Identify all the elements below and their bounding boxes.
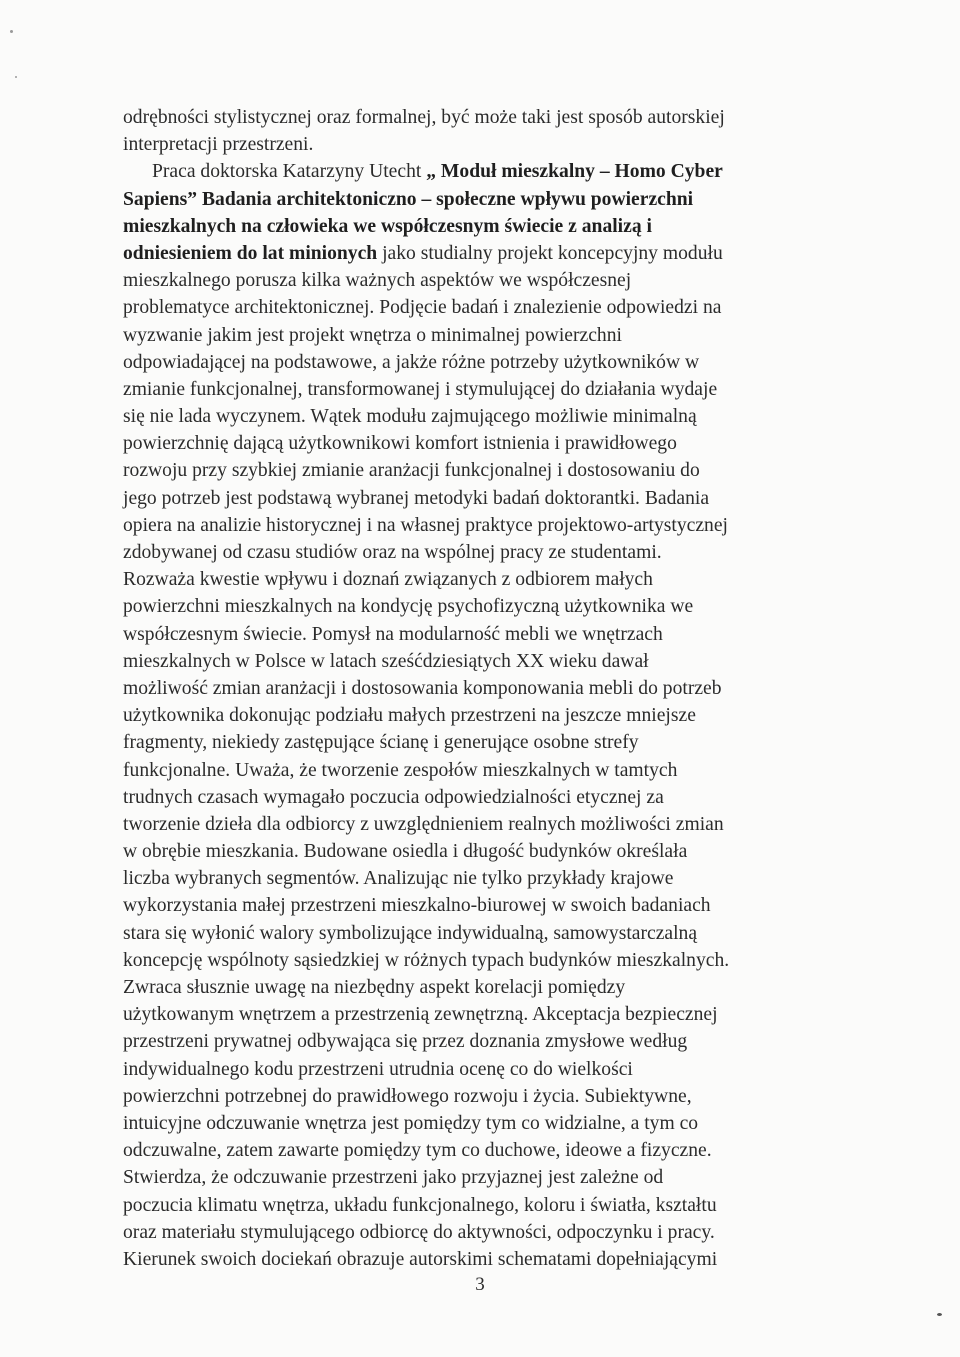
text-line xyxy=(123,485,841,512)
bold-text-segment: odniesieniem do lat minionych xyxy=(123,242,378,264)
text-segment: się nie lada wyczynem. Wątek modułu zajmującego możliwie minimalną xyxy=(123,406,697,428)
text-line xyxy=(123,376,841,403)
text-line xyxy=(123,757,841,784)
text-line xyxy=(123,1164,841,1191)
text-segment: Zwraca słusznie uwagę na niezbędny aspekt korelacji pomiędzy xyxy=(123,977,626,998)
text-segment: tworzenie dzieła dla odbiorcy z uwzględnieniem realnych możliwości zmian xyxy=(123,813,724,835)
text-segment: koncepcję wspólnoty sąsiedzkiej w różnych typach budynków mieszkalnych. xyxy=(123,949,730,971)
text-line xyxy=(123,811,841,838)
text-segment: Stwierdza, że odczuwanie przestrzeni jako przyjaznej jest zależne od xyxy=(123,1167,664,1189)
text-line xyxy=(123,349,841,376)
text-line xyxy=(123,430,841,457)
text-line xyxy=(123,1083,841,1110)
text-line xyxy=(123,512,841,539)
text-line xyxy=(123,131,841,158)
text-segment: odpowiadającej na podstawowe, a jakże różne potrzeby użytkowników w xyxy=(123,351,700,373)
text-line xyxy=(123,1246,841,1273)
text-line xyxy=(123,784,841,811)
text-line xyxy=(123,322,841,349)
text-line xyxy=(123,403,841,430)
text-line xyxy=(123,186,841,213)
text-line xyxy=(123,920,841,947)
text-line xyxy=(123,158,841,185)
text-line xyxy=(123,702,841,729)
text-segment: odczuwalne, zatem zawarte pomiędzy tym co duchowe, ideowe a fizyczne. xyxy=(123,1140,712,1162)
text-segment: Kierunek swoich dociekań obrazuje autorskimi schematami dopełniającymi xyxy=(123,1248,718,1270)
text-line xyxy=(123,240,841,267)
text-segment: powierzchni potrzebnej do prawidłowego rozwoju i życia. Subiektywne, xyxy=(123,1085,692,1107)
bold-text-segment: Sapiens” Badania architektoniczno – społeczne wpływu powierzchni xyxy=(123,188,694,210)
text-segment: mieszkalnych w Polsce w latach sześćdziesiątych XX wieku dawał xyxy=(123,650,649,672)
text-segment: funkcjonalne. Uważa, że tworzenie zespołów mieszkalnych w tamtych xyxy=(123,759,678,781)
text-segment: indywidualnego kodu przestrzeni utrudnia ocenę co do wielkości xyxy=(123,1058,633,1080)
text-segment: interpretacji przestrzeni. xyxy=(123,134,314,156)
text-segment: trudnych czasach wymagało poczucia odpowiedzialności etycznej za xyxy=(123,786,664,808)
text-segment: powierzchni mieszkalnych na kondycję psychofizyczną użytkownika we xyxy=(123,596,694,618)
text-line xyxy=(123,213,841,240)
page-number: 3 xyxy=(475,1274,485,1295)
text-line xyxy=(123,892,841,919)
text-segment: odrębności stylistycznej oraz formalnej, być może taki jest sposób autorskiej xyxy=(123,107,725,128)
text-line xyxy=(123,1219,841,1246)
bold-text-segment: mieszkalnych na człowieka we współczesnym świecie z analizą i xyxy=(123,215,652,237)
text-segment: przestrzeni prywatnej odbywająca się przez doznania zmysłowe według xyxy=(123,1031,688,1053)
text-line xyxy=(123,729,841,756)
text-line xyxy=(123,1056,841,1083)
text-line xyxy=(123,974,841,1001)
text-line xyxy=(123,539,841,566)
text-segment: stara się wyłonić walory symbolizujące indywidualną, samowystarczalną xyxy=(123,922,698,944)
text-line xyxy=(123,1192,841,1219)
body-text xyxy=(123,104,841,1273)
text-line xyxy=(123,104,841,131)
scan-speck xyxy=(937,1313,942,1316)
text-segment: w obrębie mieszkania. Budowane osiedla i długość budynków określała xyxy=(123,841,688,863)
text-line xyxy=(123,648,841,675)
text-segment: powierzchnię dającą użytkownikowi komfort istnienia i prawidłowego xyxy=(123,433,677,455)
text-line xyxy=(123,457,841,484)
text-segment: problematyce architektonicznej. Podjęcie badań i znalezienie odpowiedzi na xyxy=(123,297,722,319)
text-segment: Praca doktorska Katarzyny Utecht xyxy=(152,161,427,183)
text-segment: liczba wybranych segmentów. Analizując nie tylko przykłady krajowe xyxy=(123,868,674,890)
text-line xyxy=(123,1110,841,1137)
text-line xyxy=(123,294,841,321)
text-segment: jego potrzeb jest podstawą wybranej metodyki badań doktorantki. Badania xyxy=(123,487,710,509)
text-segment: wyzwanie jakim jest projekt wnętrza o minimalnej powierzchni xyxy=(123,324,622,346)
text-line xyxy=(123,593,841,620)
text-segment: współczesnym świecie. Pomysł na modularność mebli we wnętrzach xyxy=(123,623,663,645)
scan-speck xyxy=(10,30,13,33)
text-segment: zmianie funkcjonalnej, transformowanej i stymulującej do działania wydaje xyxy=(123,378,718,400)
text-line xyxy=(123,1137,841,1164)
text-segment: jako studialny projekt koncepcyjny modułu xyxy=(377,242,723,264)
text-line xyxy=(123,947,841,974)
text-segment: intuicyjne odczuwanie wnętrza jest pomiędzy tym co widzialne, a tym co xyxy=(123,1112,699,1134)
text-line xyxy=(123,838,841,865)
text-line xyxy=(123,621,841,648)
text-segment: poczucia klimatu wnętrza, układu funkcjonalnego, koloru i światła, kształtu xyxy=(123,1194,717,1216)
text-segment: zdobywanej od czasu studiów oraz na wspólnej pracy ze studentami. xyxy=(123,542,662,563)
scan-speck xyxy=(15,76,17,78)
text-segment: możliwość zmian aranżacji i dostosowania komponowania mebli do potrzeb xyxy=(123,677,722,699)
bold-text-segment: „ Moduł mieszkalny – Homo Cyber xyxy=(426,161,723,183)
text-segment: Rozważa kwestie wpływu i doznań związanych z odbiorem małych xyxy=(123,569,653,591)
text-line xyxy=(123,1028,841,1055)
text-segment: oraz materiału stymulującego odbiorcę do aktywności, odpoczynku i pracy. xyxy=(123,1221,715,1243)
text-segment: użytkowanym wnętrzem a przestrzenią zewnętrzną. Akceptacja bezpiecznej xyxy=(123,1004,718,1026)
text-line xyxy=(123,1001,841,1028)
text-segment: użytkownika dokonując podziału małych przestrzeni na jeszcze mniejsze xyxy=(123,705,696,727)
text-segment: wykorzystania małej przestrzeni mieszkalno-biurowej w swoich badaniach xyxy=(123,895,711,917)
text-segment: fragmenty, niekiedy zastępujące ścianę i generujące osobne strefy xyxy=(123,732,639,754)
text-segment: mieszkalnego porusza kilka ważnych aspektów we współczesnej xyxy=(123,270,632,292)
text-line xyxy=(123,267,841,294)
text-line xyxy=(123,675,841,702)
text-line xyxy=(123,865,841,892)
text-segment: rozwoju przy szybkiej zmianie aranżacji funkcjonalnej i dostosowaniu do xyxy=(123,460,700,482)
text-line xyxy=(123,566,841,593)
text-segment: opiera na analizie historycznej i na własnej praktyce projektowo-artystycznej xyxy=(123,514,728,536)
